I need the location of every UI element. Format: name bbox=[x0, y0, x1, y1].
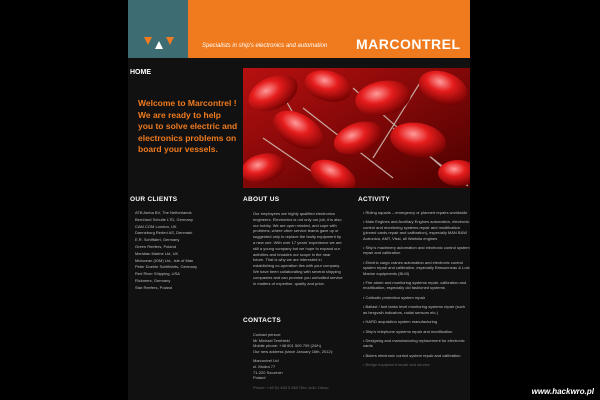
list-item: • Bulers electronic control system repair and calibration bbox=[363, 352, 461, 358]
activity-list bbox=[363, 210, 470, 372]
contact-line: Mr Michael Terebieki bbox=[253, 337, 290, 343]
clients-heading: OUR CLIENTS bbox=[130, 196, 178, 203]
clients-list bbox=[135, 210, 237, 292]
list-item: • Fire alarm and monitoring systems repair, calibration and modification, especially old fashioned systems bbox=[363, 280, 467, 291]
logo-box[interactable] bbox=[128, 0, 188, 58]
red-led-components-image bbox=[243, 68, 470, 188]
contact-line: Poland bbox=[253, 375, 266, 381]
list-item: Bernhard Schulte LTD, Germany bbox=[135, 216, 193, 222]
brand-logo[interactable]: MARCONTREL bbox=[356, 36, 461, 52]
contact-line: ul. Modra 77 bbox=[253, 363, 276, 369]
list-item: • Ship's machinery automation and electronic control system repair and calibration bbox=[363, 245, 470, 256]
contact-line: 71-220 Szczecin bbox=[253, 369, 283, 375]
list-item: Peter Doehle Schiffahrts, Germany bbox=[135, 264, 197, 270]
list-item: • Ballast / fuel tanks level monitoring systems repair (such as bergvalh indicators, radial sensors etc.) bbox=[363, 304, 466, 315]
list-item: Red River Shipping, USA bbox=[135, 271, 180, 277]
list-item: E.R. Schiffahrt, Germany bbox=[135, 237, 180, 243]
list-item: Star Reefers, Poland bbox=[135, 284, 173, 290]
list-item: ATB Amba BV, The Netherlands bbox=[135, 210, 192, 215]
list-item: • Electric cargo cranes automation and electronic control system repair and calibration, especially Brissonneau & Lotz Marine equipments (BLM) bbox=[363, 259, 470, 276]
nav-home-link[interactable]: HOME bbox=[130, 69, 151, 76]
list-item: • Ship's telephone systems repair and modification bbox=[363, 328, 453, 334]
list-item: CAM.COM London, UK bbox=[135, 223, 177, 229]
contact-line: Contact person: bbox=[253, 332, 282, 337]
about-text: Our employees are highly qualified electronics engineers. Electronics is not only our job, it is also our hobby. We are open minded, and cope with problems, where other service teams gave up or suggested only to replace the faulty equipment by a new one. With over 17 years' experience we are still a young company but we hope to expand our activities and broaden our scope in the near future. That is why we are interested in establishing co-operation ties with your company. We have been collaborating with several shipping companies and can promise you unrivalled service in matters of expertise, quality and price. bbox=[253, 211, 343, 286]
list-item: • Main Engines and Auxiliary Engines automation, electronic control and monitoring systems repair and modification (pinned cards repair and calibration), especially MAN B&W Autronica, AMT, Vissi, all Wartsila engines bbox=[363, 219, 470, 241]
contact-line: Mobile phone: +48 601 509 709 (24/h) bbox=[253, 343, 321, 349]
list-item: • Designing and manufacturing replacement for electronic cards bbox=[363, 337, 465, 349]
about-heading: ABOUT US bbox=[243, 196, 280, 203]
tagline: Specialists in ship's electronics and automation bbox=[202, 43, 328, 49]
list-item: Danneborg Rederi AS, Denmark bbox=[135, 230, 193, 236]
list-item: • HARD acquisition system manufacturing bbox=[363, 319, 438, 325]
welcome-text: Welcome to Marcontrel ! We are ready to help you to solve electric and electronics problems on board your vessels. bbox=[138, 98, 238, 154]
list-item: • Cathodic protection system repair bbox=[363, 294, 426, 300]
list-item: Midocean (IOM) Ltd., Isle of Man bbox=[135, 257, 194, 263]
three-triangles-logo-icon bbox=[144, 37, 174, 49]
contact-line: Phone: +48 91 484 5 860 Otto 1x3o 14nso bbox=[253, 384, 329, 390]
header-banner bbox=[188, 0, 470, 58]
contact-line: Marcontrel Ltd bbox=[253, 358, 279, 364]
list-item: Meridian Marine Ltd, UK bbox=[135, 250, 179, 256]
contacts-list bbox=[253, 332, 349, 390]
activity-heading: ACTIVITY bbox=[358, 196, 391, 203]
list-item: Rickmers, Germany bbox=[135, 277, 171, 283]
list-item: Green Reefers, Poland bbox=[135, 243, 176, 249]
list-item: • Riding squads – emergency or planned repairs worldwide bbox=[363, 210, 468, 215]
watermark: www.hackwro.pl bbox=[531, 387, 594, 396]
contacts-heading: CONTACTS bbox=[243, 317, 282, 324]
list-item: • Bridge equipment repair and service bbox=[363, 362, 430, 368]
contact-line: Our new address (since January 16th, 2012): bbox=[253, 348, 334, 354]
